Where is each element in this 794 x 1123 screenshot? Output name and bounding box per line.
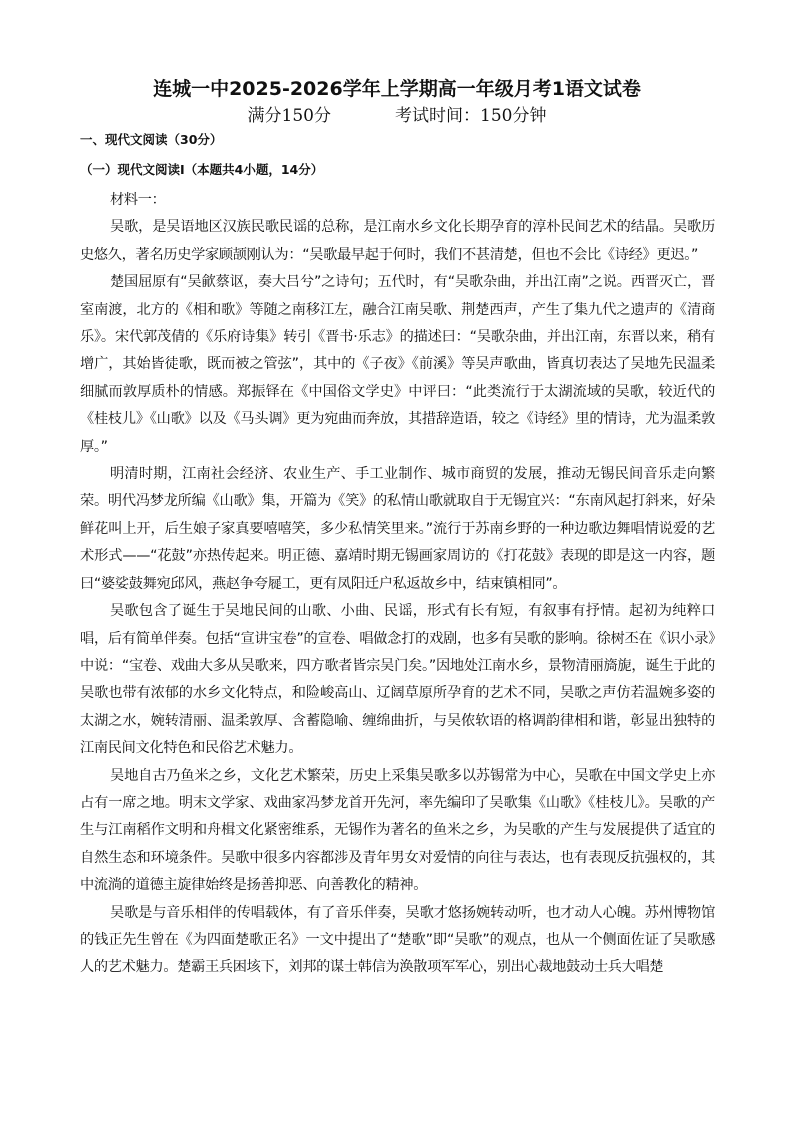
- paragraph: 明清时期，江南社会经济、农业生产、手工业制作、城市商贸的发展，推动无锡民间音乐走向繁荣。明代冯梦龙所编《山歌》集，开篇为《笑》的私情山歌就取自于无锡宜兴：“东南风起打斜来，好朵鲜花叫上开，后生娘子家真要嘻嘻笑，多少私情笑里来。”流行于苏南乡野的一种边歌边舞唱情说爱的艺术形式——“花鼓”亦热传起来。明正德、嘉靖时期无锡画家周访的《打花鼓》表现的即是这一内容，题曰“婆娑鼓舞宛邱风，燕赵争夸屣工，更有凤阳迁户私返故乡中，结束镇相同”。: [80, 466, 715, 592]
- full-score: 满分150分: [247, 106, 331, 126]
- exam-info: [0, 104, 794, 128]
- paragraph: 吴地自古乃鱼米之乡，文化艺术繁荣，历史上采集吴歌多以苏锡常为中心，吴歌在中国文学史上亦占有一席之地。明末文学家、戏曲家冯梦龙首开先河，率先编印了吴歌集《山歌》《桂枝儿》。吴歌的产生与江南稻作文明和舟楫文化紧密维系，无锡作为著名的鱼米之乡，为吴歌的产生与发展提供了适宜的自然生态和环境条件。吴歌中很多内容都涉及青年男女对爱情的向往与表达，也有表现反抗强权的，其中流淌的道德主旋律始终是扬善抑恶、向善教化的精神。: [80, 767, 715, 894]
- exam-time: 考试时间：150分钟: [395, 106, 547, 126]
- paragraph: 吴歌包含了诞生于吴地民间的山歌、小曲、民谣，形式有长有短，有叙事有抒情。起初为纯粹口唱，后有简单伴奏。包括“宣讲宝卷”的宣卷、唱做念打的戏剧，也多有吴歌的影响。徐树丕在《识小录》中说：“宝卷、戏曲大多从吴歌来，四方歌者皆宗吴门矣。”因地处江南水乡，景物清丽旖旎，诞生于此的吴歌也带有浓郁的水乡文化特点，和险峻高山、辽阔草原所孕育的艺术不同，吴歌之声仿若温婉多姿的太湖之水，婉转清丽、温柔敦厚、含蓄隐喻、缠绵曲折，与吴侬软语的格调韵律相和谐，彰显出独特的江南民间文化特色和民俗艺术魅力。: [80, 603, 715, 757]
- subsection-heading: （一）现代文阅读Ⅰ（本题共4小题，14分）: [80, 162, 324, 177]
- paragraph: 楚国屈原有“吴歈蔡讴，奏大吕兮”之诗句；五代时，有“吴歌杂曲，并出江南”之说。西晋灭亡，晋室南渡，北方的《相和歌》等随之南移江左，融合江南吴歌、荆楚西声，产生了集九代之遗声的《清商乐》。宋代郭茂倩的《乐府诗集》转引《晋书·乐志》的描述曰：“吴歌杂曲，并出江南，东晋以来，稍有增广，其始皆徒歌，既而被之管弦”，其中的《子夜》《前溪》等吴声歌曲，皆真切表达了吴地先民温柔细腻而敦厚质朴的情感。郑振铎在《中国俗文学史》中评曰：“此类流行于太湖流域的吴歌，较近代的《桂枝儿》《山歌》以及《马头调》更为宛曲而奔放，其措辞造语，较之《诗经》里的情诗，尤为温柔敦厚。”: [80, 274, 715, 455]
- paragraph: 吴歌是与音乐相伴的传唱载体，有了音乐伴奏，吴歌才悠扬婉转动听，也才动人心魄。苏州博物馆的钱正先生曾在《为四面楚歌正名》一文中提出了“楚歌”即“吴歌”的观点，也从一个侧面佐证了吴歌感人的艺术魅力。楚霸王兵困垓下，刘邦的谋士韩信为涣散项军军心，别出心裁地鼓动士兵大唱楚: [80, 904, 715, 976]
- material-label: 材料一：: [110, 192, 166, 208]
- passage: [80, 187, 715, 982]
- page-title: 连城一中2025-2026学年上学期高一年级月考1语文试卷: [153, 78, 641, 100]
- section-heading: 一、现代文阅读（30分）: [80, 132, 223, 147]
- paragraph: 吴歌，是吴语地区汉族民歌民谣的总称，是江南水乡文化长期孕育的淳朴民间艺术的结晶。吴歌历史悠久，著名历史学家顾颉刚认为：“吴歌最早起于何时，我们不甚清楚，但也不会比《诗经》更迟。”: [80, 219, 715, 263]
